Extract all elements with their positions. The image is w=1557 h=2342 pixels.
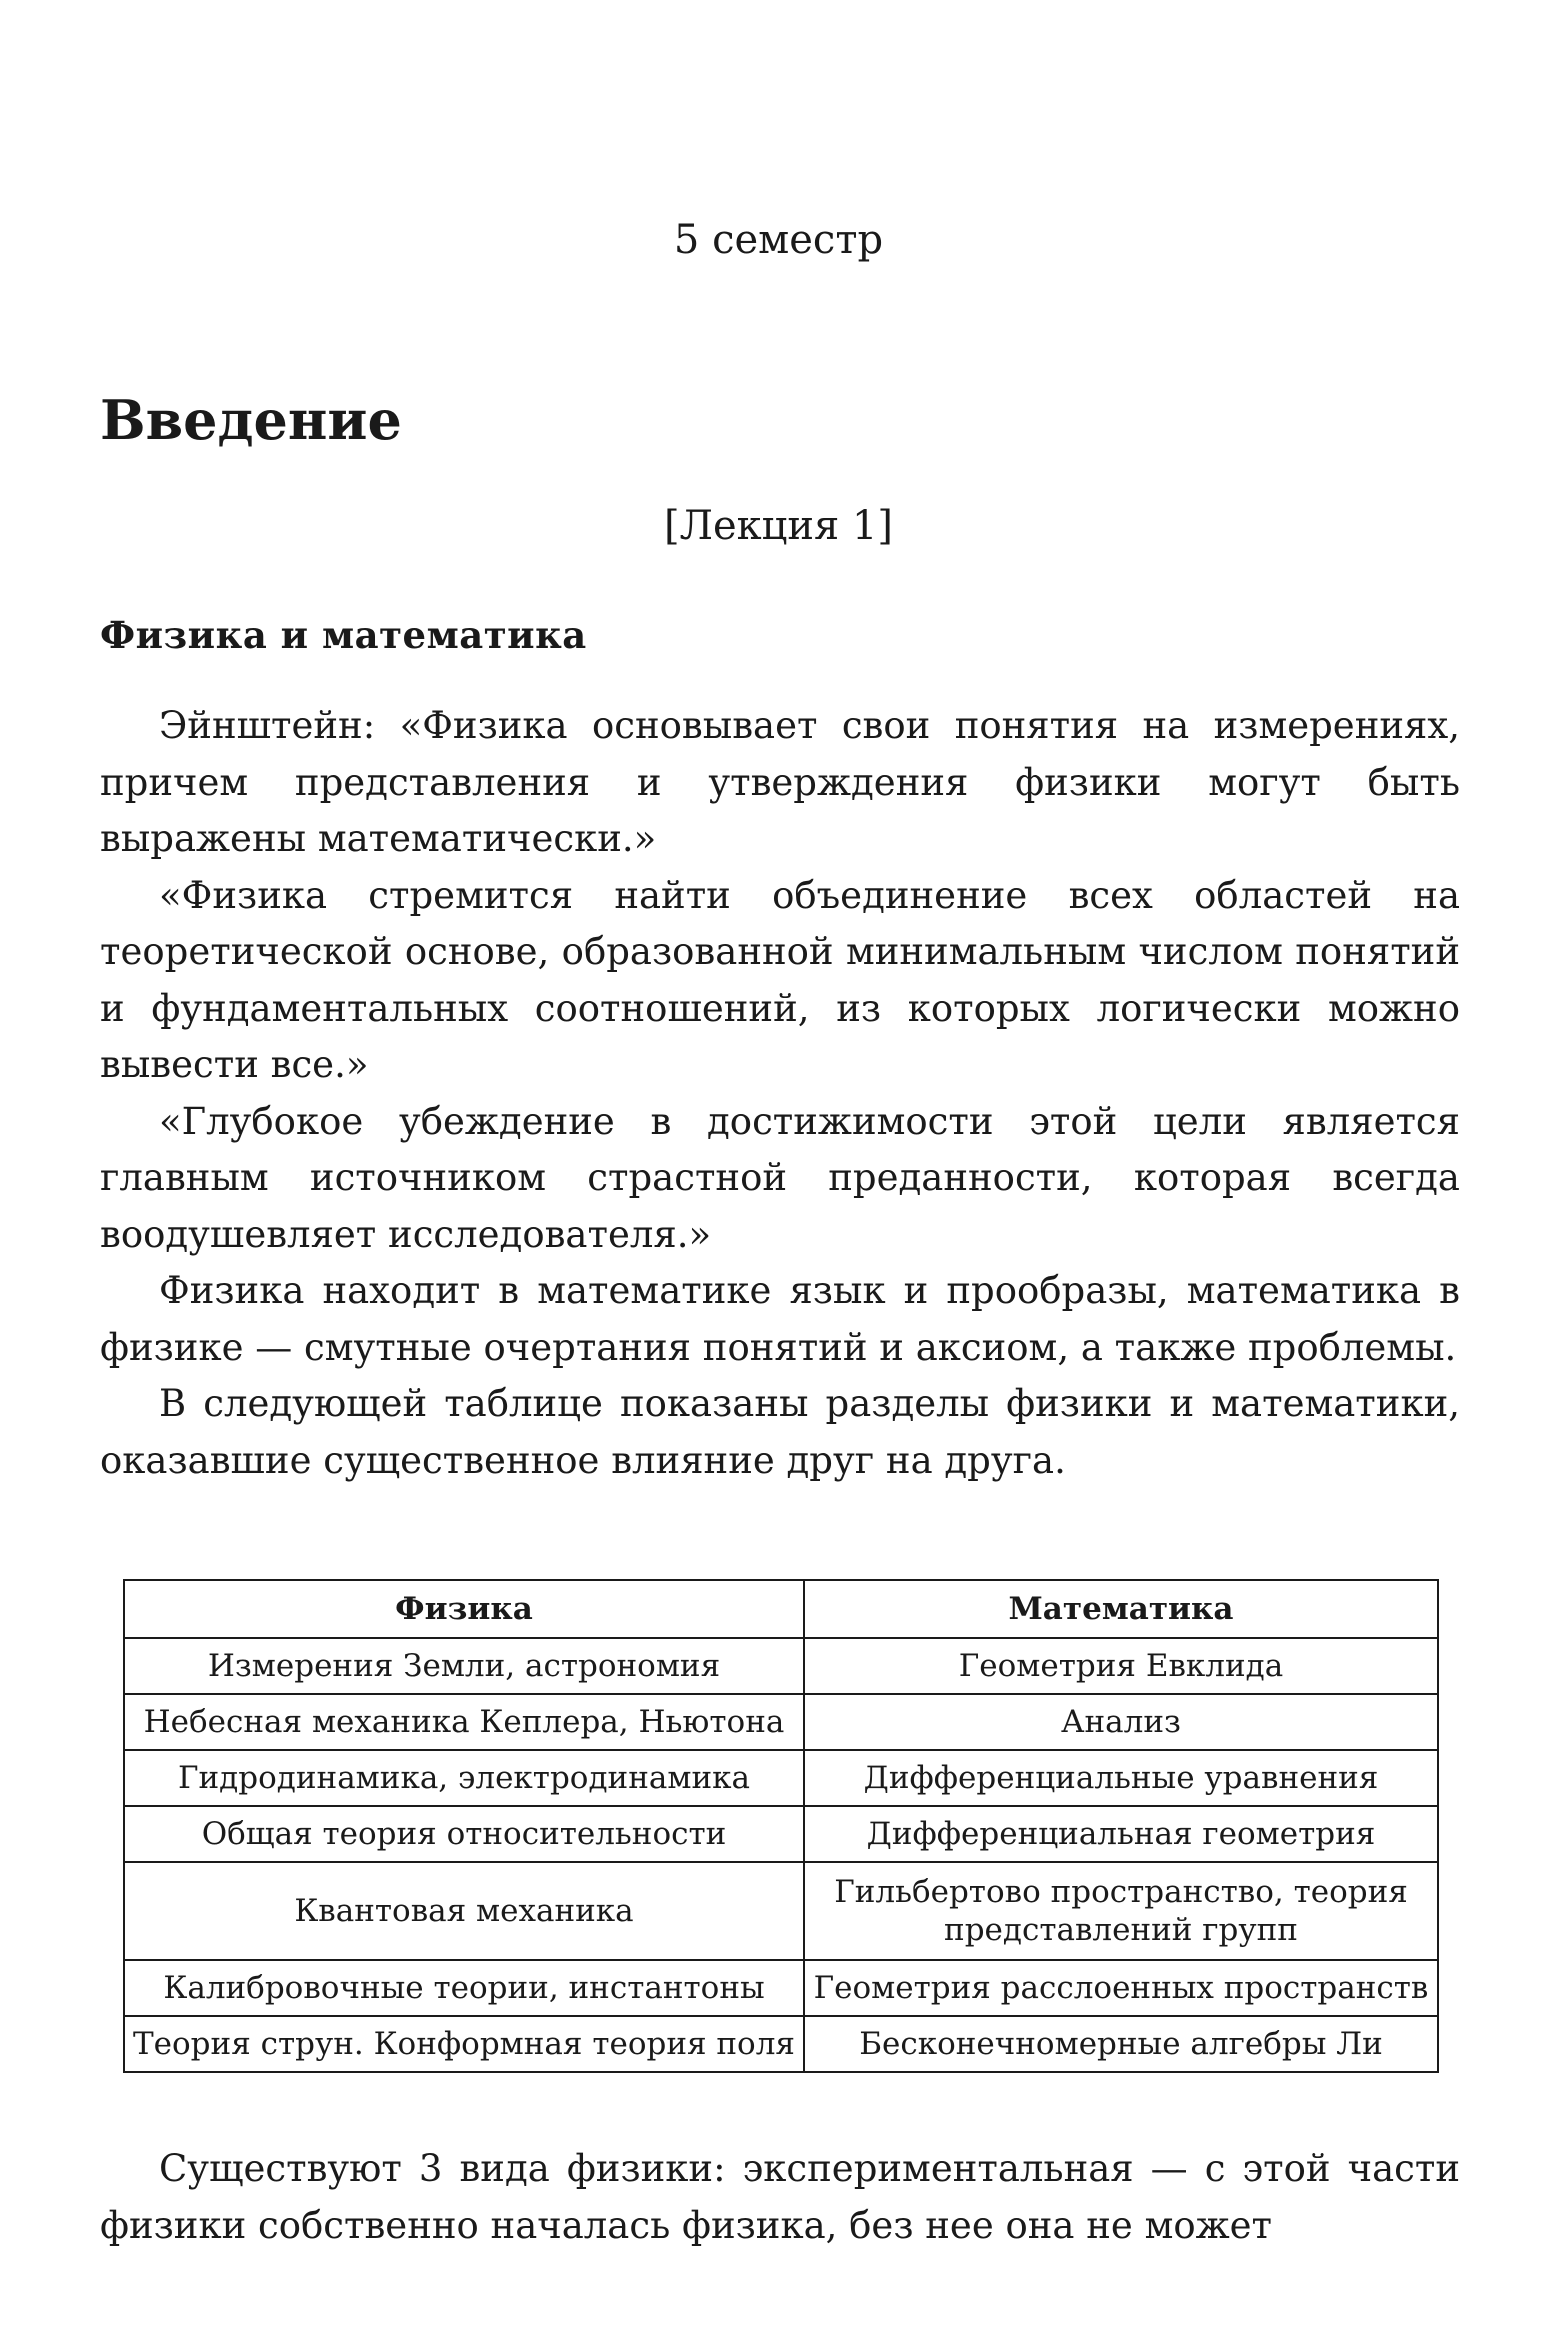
table-header-physics: Физика <box>124 1580 804 1638</box>
paragraph: «Физика стремится найти объединение всех областей на теоретической основе, образованной минимальным числом понятий и фундаментальных соотношений, из которых логически можно вывести все.» <box>100 873 1460 1086</box>
table-header-math: Математика <box>804 1580 1438 1638</box>
table-row <box>124 1960 1438 2016</box>
table-row <box>124 1638 1438 1694</box>
table-cell: Геометрия Евклида <box>804 1638 1438 1694</box>
table-row <box>124 1862 1438 1960</box>
table-cell: Бесконечномерные алгебры Ли <box>804 2016 1438 2072</box>
paragraph: В следующей таблице показаны разделы физики и математики, оказавшие существенное влияние друг на друга. <box>100 1382 1460 1482</box>
lecture-marker: [Лекция 1] <box>663 503 894 549</box>
semester-header: 5 семестр <box>673 217 884 263</box>
body-text <box>100 698 1460 1489</box>
table-row <box>124 1750 1438 1806</box>
table-cell: Общая теория относительности <box>124 1806 804 1862</box>
paragraph: Существуют 3 вида физики: экспериментальная — с этой части физики собственно началась физика, без нее она не может <box>100 2147 1460 2247</box>
table-row <box>124 1806 1438 1862</box>
physics-math-table <box>123 1579 1437 2073</box>
table-cell: Дифференциальная геометрия <box>804 1806 1438 1862</box>
table-cell: Гильбертово пространство, теория представлений групп <box>804 1862 1438 1960</box>
table-cell: Калибровочные теории, инстантоны <box>124 1960 804 2016</box>
table-cell: Гидродинамика, электродинамика <box>124 1750 804 1806</box>
table-cell: Теория струн. Конформная теория поля <box>124 2016 804 2072</box>
table-cell: Анализ <box>804 1694 1438 1750</box>
table <box>123 1579 1439 2073</box>
table-cell: Небесная механика Кеплера, Ньютона <box>124 1694 804 1750</box>
paragraph: «Глубокое убеждение в достижимости этой цели является главным источником страстной преданности, которая всегда воодушевляет исследователя.» <box>100 1099 1460 1256</box>
paragraph: Физика находит в математике язык и прообразы, математика в физике — смутные очертания понятий и аксиом, а также проблемы. <box>100 1269 1460 1369</box>
table-cell: Дифференциальные уравнения <box>804 1750 1438 1806</box>
closing-text <box>100 2141 1460 2254</box>
paragraph: Эйнштейн: «Физика основывает свои понятия на измерениях, причем представления и утверждения физики могут быть выражены математически.» <box>100 704 1460 860</box>
table-cell: Геометрия расслоенных пространств <box>804 1960 1438 2016</box>
table-row <box>124 1694 1438 1750</box>
table-cell: Измерения Земли, астрономия <box>124 1638 804 1694</box>
table-cell: Квантовая механика <box>124 1862 804 1960</box>
section-title: Физика и математика <box>100 613 587 657</box>
table-header-row <box>124 1580 1438 1638</box>
chapter-title: Введение <box>100 388 402 452</box>
table-row <box>124 2016 1438 2072</box>
